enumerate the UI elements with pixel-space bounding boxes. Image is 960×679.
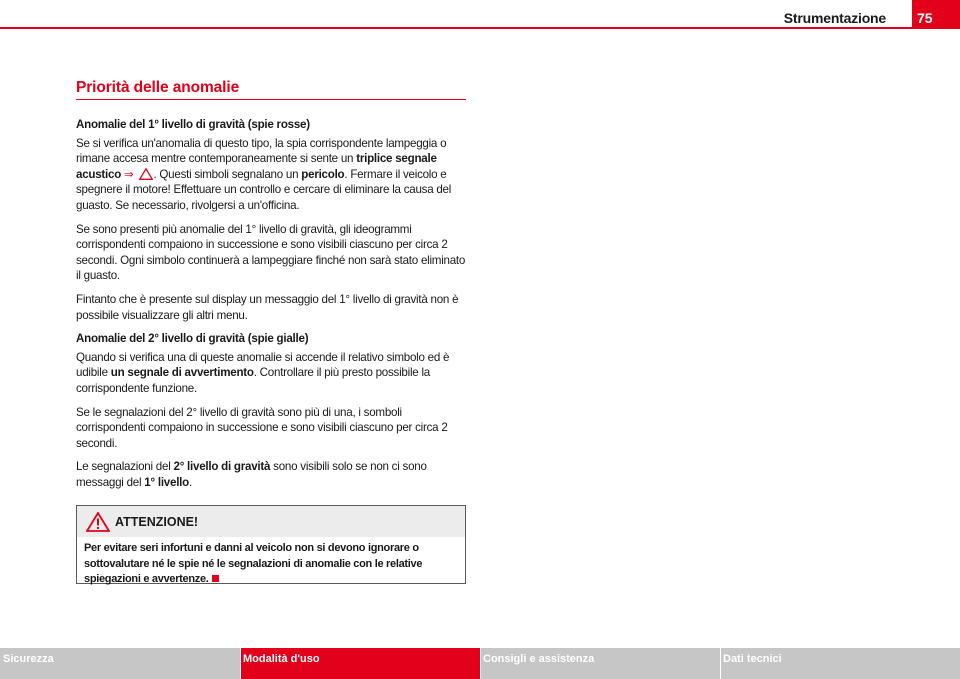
tab-label: Sicurezza [3,653,54,665]
text: . Questi simboli segnalano un [153,167,302,181]
header-rule [0,27,960,29]
content-body [76,117,468,498]
tab-dati-tecnici[interactable] [720,648,960,679]
page-number: 75 [917,10,933,26]
section-title: Priorità delle anomalie [76,79,240,96]
tab-sicurezza[interactable] [0,648,240,679]
warning-title: ATTENZIONE! [115,515,199,529]
tab-label: Dati tecnici [723,653,782,665]
paragraph-level-2-description [76,350,468,397]
text: Se si verifica un'anomalia di questo tipo, la spia corrispondente lampeggia o rimane accesa mentre contemporaneamente si sente un [76,136,447,166]
section-rule [76,99,466,100]
text: sono visibili solo se non ci sono messaggi del [76,460,427,489]
paragraph-level-2-multiple: Se le segnalazioni del 2° livello di gravità sono più di una, i somboli corrispondenti compaiono in successione e sono visibili ciascuno per circa 2 secondi. [76,405,448,450]
tab-modalita-duso[interactable] [240,648,480,679]
header-title: Strumentazione [783,10,886,26]
tab-label: Consigli e assistenza [483,653,595,665]
paragraph-level-2-visibility [76,459,468,490]
end-marker-icon [212,575,219,582]
subheading-level-2: Anomalie del 2° livello di gravità (spie gialle) [76,332,309,346]
arrow-link[interactable]: ⇒ [121,167,137,181]
warning-text: Per evitare seri infortuni e danni al veicolo non si devono ignorare o sottovalutare né le spie né le segnalazioni di anomalie con le relative spiegazioni e avvertenze. [84,542,423,585]
warning-body [84,541,462,588]
paragraph-multiple-anomalies: Se sono presenti più anomalie del 1° livello di gravità, gli ideogrammi corrispondenti compaiono in successione e sono visibili ciascuno per circa 2 secondi. Ogni simbolo continuerà a lampeggiare finché non sarà stato eliminato il guasto. [76,222,466,283]
tab-divider [720,648,721,679]
bold-text: un segnale di avvertimento [110,366,254,380]
tab-label: Modalità d'uso [243,653,320,665]
warning-triangle-icon [139,168,153,180]
tab-divider [480,648,481,679]
paragraph-display-message: Fintanto che è presente sul display un messaggio del 1° livello di gravità non è possibile visualizzare gli altri menu. [76,292,459,322]
text: . Controllare il più presto possibile la corrispondente funzione. [76,366,430,395]
bold-text: pericolo [301,167,345,181]
warning-box [76,505,466,584]
paragraph-level-1-description [76,136,468,214]
tab-consigli-assistenza[interactable] [480,648,720,679]
bold-text: 2° livello di gravità [173,460,271,474]
text: . [188,475,192,489]
warning-triangle-icon [86,512,110,532]
warning-header [77,506,465,537]
bold-text: 1° livello [144,475,189,489]
text: Le segnalazioni del [76,460,174,474]
text: Quando si verifica una di queste anomalie si accende il relativo simbolo ed è udibile [76,350,450,380]
text: . Fermare il veicolo e spegnere il motore! Effettuare un controllo e cercare di eliminare la causa del guasto. Se necessario, rivolgersi a un'officina. [76,167,452,212]
bold-text: triplice segnale acustico [76,152,437,181]
subheading-level-1: Anomalie del 1° livello di gravità (spie rosse) [76,118,310,131]
tab-divider [240,648,241,679]
